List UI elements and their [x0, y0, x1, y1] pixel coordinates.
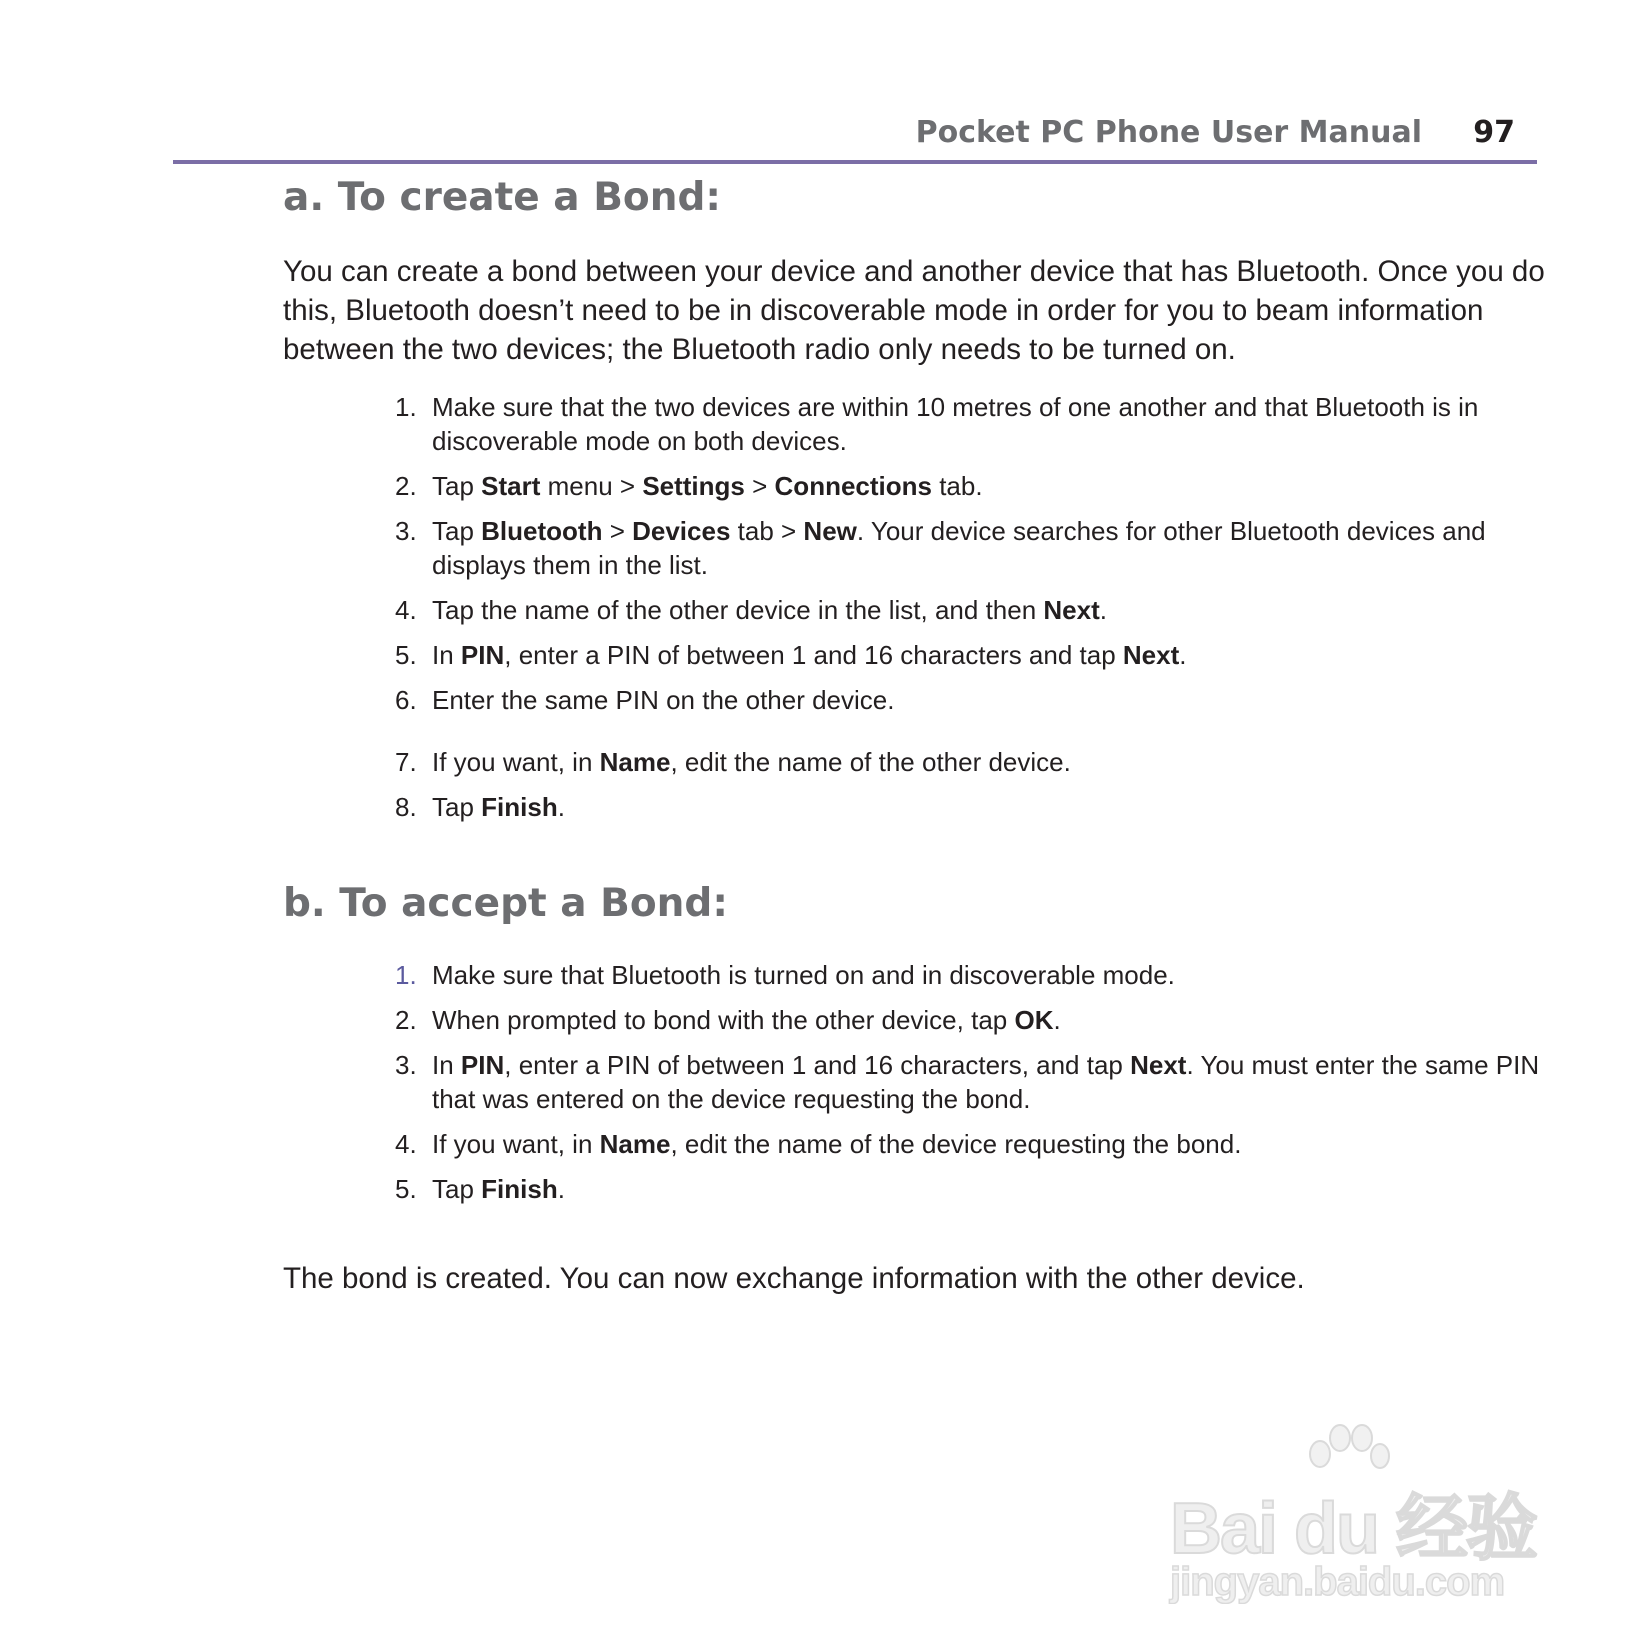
ui-term: PIN	[460, 640, 505, 670]
step-number: 8.	[395, 792, 417, 822]
step-number: 3.	[395, 516, 417, 546]
list-item	[395, 745, 1545, 779]
step-text: tab >	[730, 516, 804, 546]
step-text: >	[602, 516, 633, 546]
step-text: .	[557, 792, 565, 822]
step-number: 6.	[395, 685, 417, 715]
ui-term: Bluetooth	[481, 516, 603, 546]
step-text: .	[557, 1174, 565, 1204]
step-text: Tap	[432, 1174, 482, 1204]
list-item	[395, 1048, 1545, 1116]
section-a-intro: You can create a bond between your device and another device that has Bluetooth. Once you do this, Bluetooth doesn’t need to be in discoverable mode in order for you to beam information between the two devices; the Bluetooth radio only needs to be turned on.	[283, 255, 1545, 366]
step-text: If you want, in	[432, 747, 600, 777]
create-bond-steps	[395, 390, 1545, 835]
list-item	[395, 469, 1545, 503]
step-text: Enter the same PIN on the other device.	[432, 685, 895, 715]
step-number: 5.	[395, 640, 417, 670]
step-text: .	[1179, 640, 1187, 670]
ui-term: Next	[1122, 640, 1180, 670]
section-a-heading: a. To create a Bond:	[283, 175, 721, 220]
ui-term: OK	[1014, 1005, 1054, 1035]
step-text: In	[432, 640, 461, 670]
step-text: If you want, in	[432, 1129, 600, 1159]
list-item	[395, 514, 1545, 582]
baidu-watermark	[1170, 1420, 1570, 1610]
step-text: .	[1053, 1005, 1061, 1035]
ui-term: Connections	[774, 471, 932, 501]
step-number: 2.	[395, 471, 417, 501]
step-text: . You must enter the same PIN that was entered on the device requesting the bond.	[432, 1050, 1540, 1114]
ui-term: Next	[1130, 1050, 1187, 1080]
step-text: menu >	[540, 471, 643, 501]
ui-term: Finish	[481, 792, 558, 822]
step-text: tab.	[931, 471, 983, 501]
list-item	[395, 638, 1545, 672]
step-number: 1.	[395, 392, 417, 422]
page-header	[173, 112, 1537, 164]
ui-term: Name	[599, 1129, 671, 1159]
page-number: 97	[1473, 115, 1515, 150]
list-item	[395, 790, 1545, 824]
step-number: 2.	[395, 1005, 417, 1035]
accept-bond-steps	[395, 958, 1545, 1217]
ui-term: Devices	[632, 516, 731, 546]
step-number: 1.	[395, 960, 417, 990]
step-text: >	[744, 471, 775, 501]
list-item	[395, 1003, 1545, 1037]
step-text: . Your device searches for other Bluetooth devices and displays them in the list.	[432, 516, 1486, 580]
list-item	[395, 1172, 1545, 1206]
list-item	[395, 593, 1545, 627]
watermark-logo: Bai du 经验	[1170, 1489, 1537, 1569]
list-item	[395, 390, 1545, 458]
list-item	[395, 1127, 1545, 1161]
list-item	[395, 683, 1545, 717]
step-text: .	[1099, 595, 1107, 625]
step-number: 4.	[395, 595, 417, 625]
step-text: Tap	[432, 471, 482, 501]
ui-term: Settings	[642, 471, 745, 501]
ui-term: New	[803, 516, 857, 546]
step-text: When prompted to bond with the other device, tap	[432, 1005, 1015, 1035]
step-text: , enter a PIN of between 1 and 16 characters and tap	[504, 640, 1123, 670]
ui-term: PIN	[460, 1050, 505, 1080]
ui-term: Name	[599, 747, 671, 777]
step-text: Tap the name of the other device in the list, and then	[432, 595, 1044, 625]
list-item	[395, 958, 1545, 992]
closing-text: The bond is created. You can now exchange information with the other device.	[283, 1262, 1305, 1295]
ui-term: Finish	[481, 1174, 558, 1204]
step-number: 4.	[395, 1129, 417, 1159]
step-number: 3.	[395, 1050, 417, 1080]
step-text: Make sure that the two devices are within 10 metres of one another and that Bluetooth is in discoverable mode on both devices.	[432, 392, 1479, 456]
ui-term: Next	[1043, 595, 1100, 625]
step-text: , edit the name of the device requesting the bond.	[670, 1129, 1242, 1159]
ui-term: Start	[481, 471, 541, 501]
step-text: Tap	[432, 792, 482, 822]
step-text: Make sure that Bluetooth is turned on and in discoverable mode.	[432, 960, 1175, 990]
step-text: , enter a PIN of between 1 and 16 characters, and tap	[504, 1050, 1131, 1080]
step-text: , edit the name of the other device.	[670, 747, 1071, 777]
manual-title: Pocket PC Phone User Manual	[915, 115, 1422, 150]
step-number: 5.	[395, 1174, 417, 1204]
step-text: In	[432, 1050, 461, 1080]
step-number: 7.	[395, 747, 417, 777]
section-b-heading: b. To accept a Bond:	[283, 881, 728, 926]
step-text: Tap	[432, 516, 482, 546]
watermark-url: jingyan.baidu.com	[1170, 1560, 1505, 1604]
